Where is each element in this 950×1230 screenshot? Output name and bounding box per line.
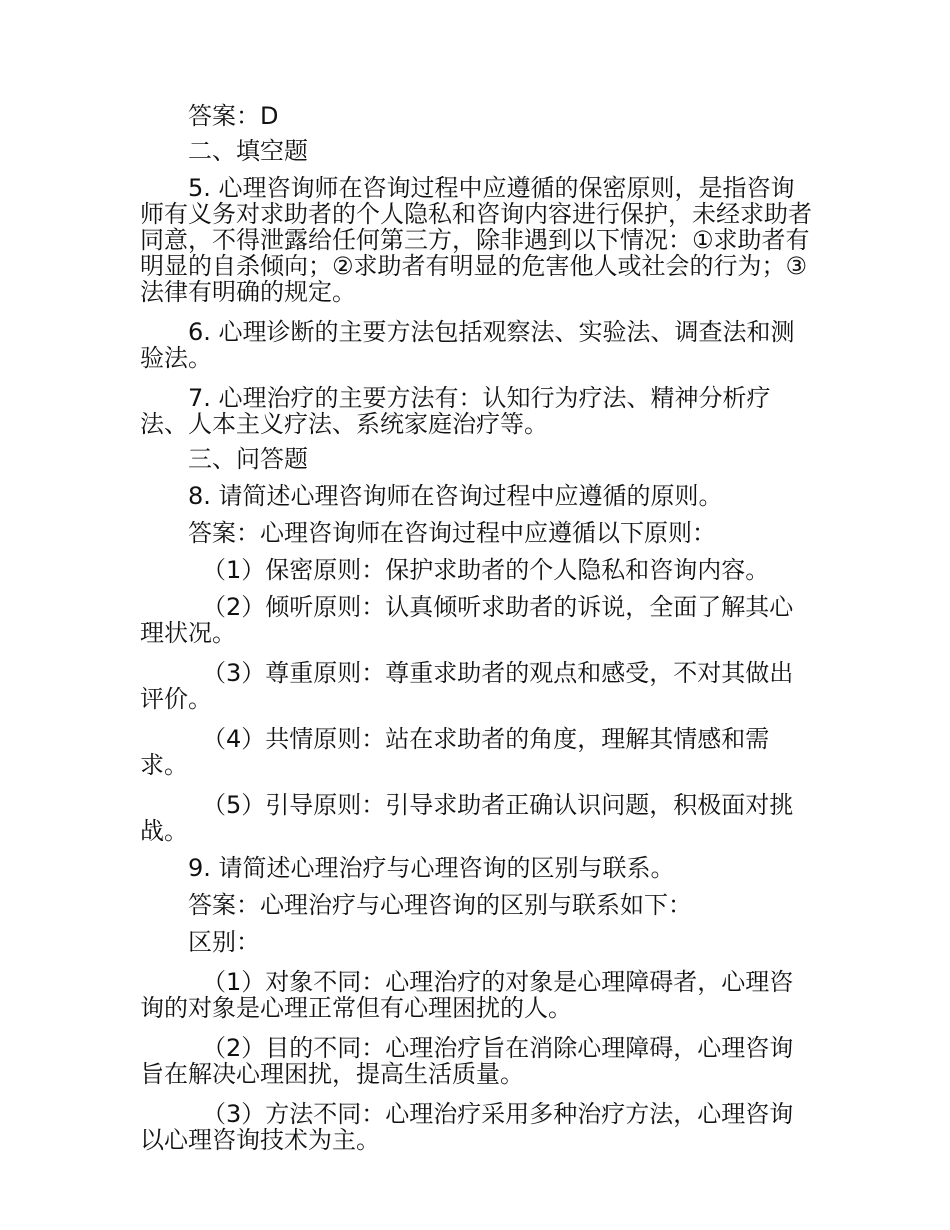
question-5: 5. 心理咨询师在咨询过程中应遵循的保密原则，是指咨询师有义务对求助者的个人隐私和咨询内容进行保护，未经求助者同意，不得泄露给任何第三方，除非遇到以下情况：①求助者有明显的自杀倾向；②求助者有明显的危害他人或社会的行为；③法律有明确的规定。 [140,174,812,306]
difference-object: （1）对象不同：心理治疗的对象是心理障碍者，心理咨询的对象是心理正常但有心理困扰的人。 [140,968,794,1022]
question-9: 9. 请简述心理治疗与心理咨询的区别与联系。 [188,854,675,882]
question-6: 6. 心理诊断的主要方法包括观察法、实验法、调查法和测验法。 [140,318,795,372]
difference-method: （3）方法不同：心理治疗采用多种治疗方法，心理咨询以心理咨询技术为主。 [140,1100,794,1154]
principle-guidance: （5）引导原则：引导求助者正确认识问题，积极面对挑战。 [140,791,794,845]
answer-9-intro: 答案：心理治疗与心理咨询的区别与联系如下： [188,891,692,919]
question-7: 7. 心理治疗的主要方法有：认知行为疗法、精神分析疗法、人本主义疗法、系统家庭治疗等。 [140,384,771,438]
principle-respect: （3）尊重原则：尊重求助者的观点和感受，不对其做出评价。 [140,659,794,713]
principle-empathy: （4）共情原则：站在求助者的角度，理解其情感和需求。 [140,725,770,779]
document-body [140,103,812,1153]
answer-line: 答案：D [188,102,279,130]
answer-8-intro: 答案：心理咨询师在咨询过程中应遵循以下原则： [188,519,716,547]
question-8: 8. 请简述心理咨询师在咨询过程中应遵循的原则。 [188,482,723,510]
principle-confidentiality: （1）保密原则：保护求助者的个人隐私和咨询内容。 [202,556,770,584]
differences-heading: 区别： [188,928,260,956]
section-heading-qa: 三、问答题 [188,445,308,473]
principle-listening: （2）倾听原则：认真倾听求助者的诉说，全面了解其心理状况。 [140,593,794,647]
section-heading-fill-in: 二、填空题 [188,137,308,165]
difference-purpose: （2）目的不同：心理治疗旨在消除心理障碍，心理咨询旨在解决心理困扰，提高生活质量。 [140,1034,794,1088]
